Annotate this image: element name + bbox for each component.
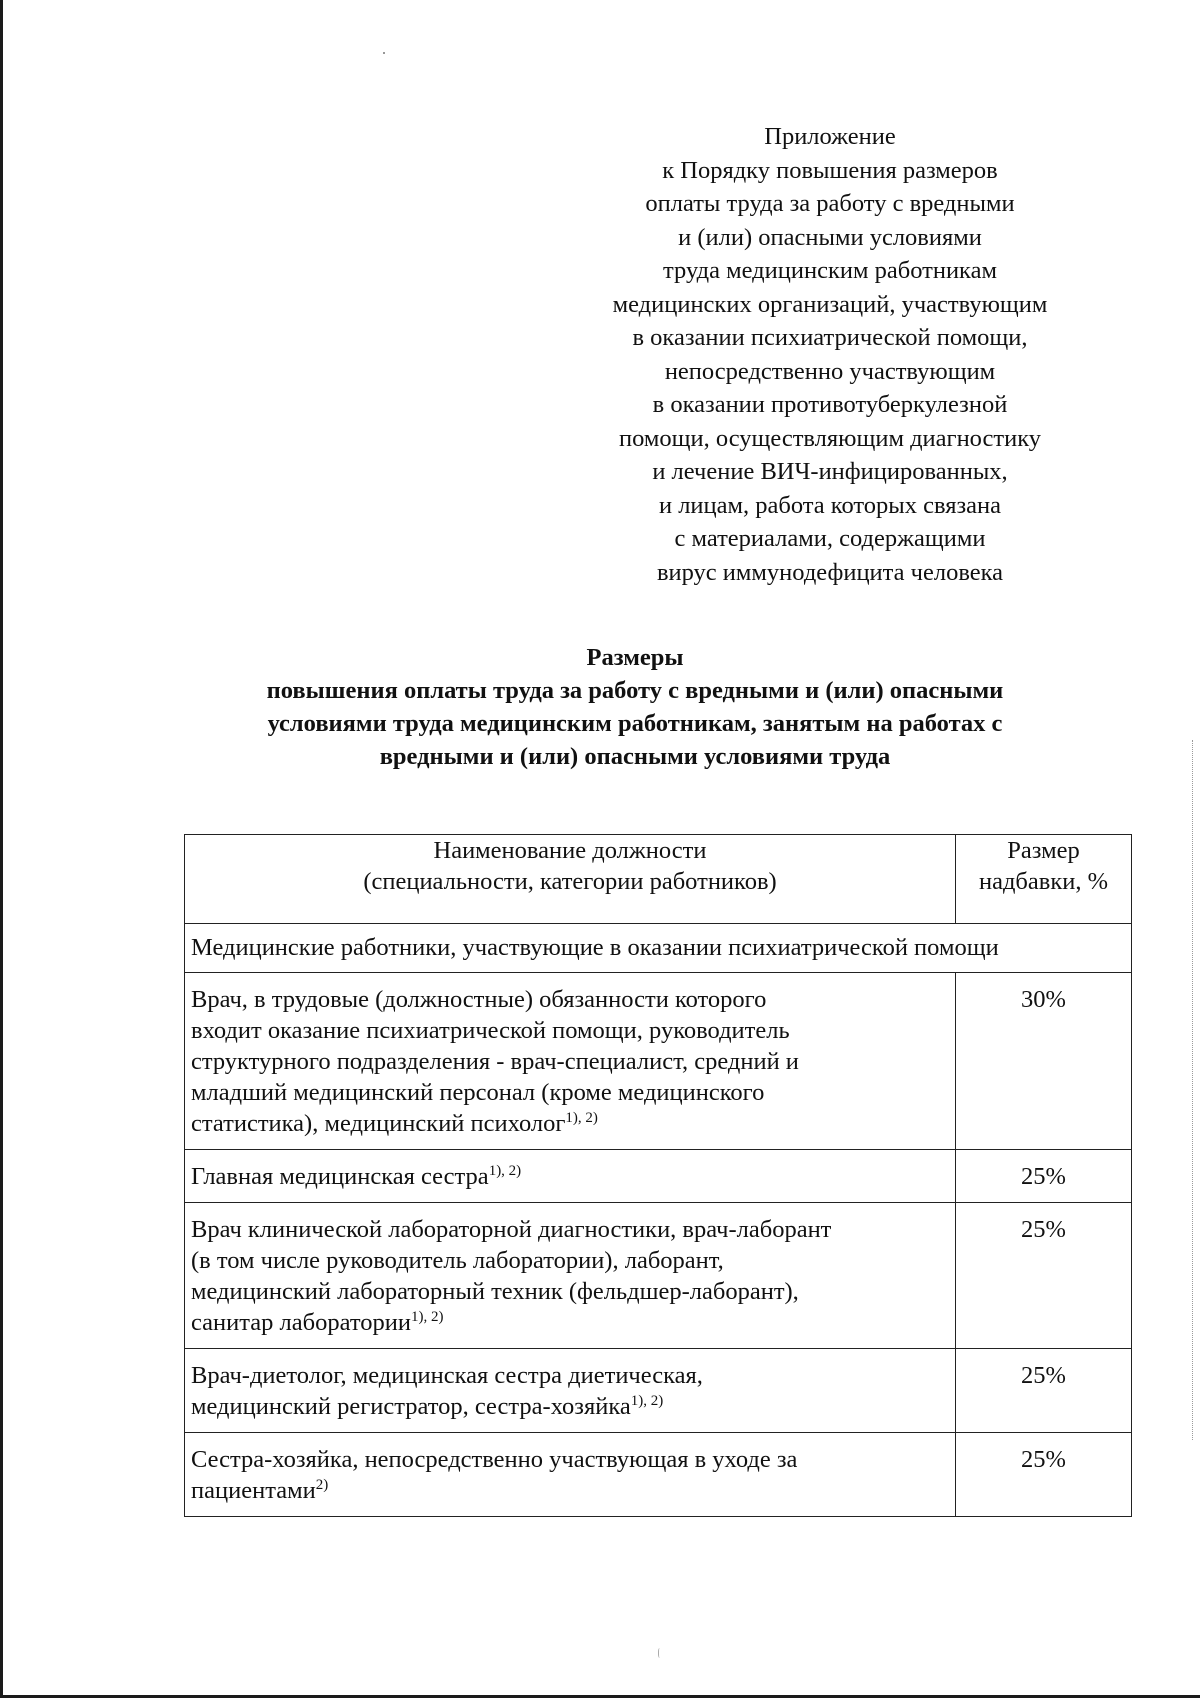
scan-edge-right — [1192, 740, 1194, 1440]
heading-line: условиями труда медицинским работникам, занятым на работах с — [267, 710, 1003, 737]
document-heading — [160, 641, 1110, 773]
appendix-line: в оказании противотуберкулезной — [652, 391, 1008, 418]
position-name-cell — [185, 1349, 956, 1433]
scan-speck — [658, 1648, 662, 1658]
footnote-ref: 1), 2) — [410, 1309, 444, 1325]
section-title: Медицинские работники, участвующие в оказании психиатрической помощи — [185, 924, 1132, 973]
table-header-row — [185, 835, 1132, 924]
table-row — [185, 1150, 1132, 1203]
rate-cell: 25% — [956, 1203, 1132, 1349]
appendix-line: помощи, осуществляющим диагностику — [618, 424, 1042, 452]
rate-cell: 25% — [956, 1349, 1132, 1433]
table-row — [185, 1203, 1132, 1349]
position-line: (в том числе руководитель лаборатории), лаборант, — [191, 1247, 724, 1274]
appendix-line: с материалами, содержащими — [674, 525, 986, 552]
appendix-line: в оказании психиатрической помощи, — [632, 324, 1028, 351]
appendix-line: оплаты труда за работу с вредными — [645, 190, 1015, 217]
position-line: Сестра-хозяйка, непосредственно участвующая в уходе за — [191, 1446, 798, 1473]
rate-cell: 25% — [956, 1433, 1132, 1517]
position-text: Главная медицинская сестра — [191, 1163, 489, 1190]
footnote-ref: 1), 2) — [630, 1393, 664, 1409]
footnote-ref: 1), 2) — [565, 1110, 598, 1126]
position-text: пациентами — [191, 1477, 316, 1504]
appendix-line: медицинских организаций, участвующим — [612, 290, 1048, 318]
header-position-name — [185, 835, 956, 924]
position-line: Врач, в трудовые (должностные) обязанности которого — [191, 986, 767, 1013]
header-line: Наименование должности — [433, 837, 707, 864]
position-line: структурного подразделения - врач-специалист, средний и — [191, 1048, 799, 1075]
table-row — [185, 973, 1132, 1150]
position-name-cell — [185, 1203, 956, 1349]
appendix-line: непосредственно участвующим — [664, 357, 996, 385]
position-line — [191, 1307, 947, 1338]
appendix-line: труда медицинским работникам — [663, 257, 997, 284]
header-line: надбавки, % — [978, 868, 1109, 895]
heading-title: Размеры — [586, 644, 684, 671]
position-line — [191, 1475, 947, 1506]
scan-edge-left — [0, 0, 3, 1698]
position-line — [191, 1391, 947, 1422]
appendix-block — [560, 120, 1100, 589]
position-name-cell — [185, 1150, 956, 1203]
position-line: медицинский лабораторный техник (фельдшер-лаборант), — [191, 1278, 799, 1305]
header-rate — [956, 835, 1132, 924]
scan-speck — [383, 52, 385, 54]
rates-table — [184, 834, 1132, 1517]
position-line: Врач клинической лабораторной диагностики, врач-лаборант — [191, 1216, 832, 1243]
appendix-line: и (или) опасными условиями — [678, 223, 982, 251]
table-row — [185, 1433, 1132, 1517]
position-text: медицинский регистратор, сестра-хозяйка — [191, 1393, 631, 1420]
appendix-line: и лечение ВИЧ-инфицированных, — [652, 458, 1008, 485]
position-line — [191, 1108, 947, 1139]
position-text: санитар лаборатории — [191, 1309, 411, 1336]
rate-cell: 25% — [956, 1150, 1132, 1203]
rate-cell: 30% — [956, 973, 1132, 1150]
heading-line: повышения оплаты труда за работу с вредными и (или) опасными — [266, 677, 1004, 704]
footnote-ref: 1), 2) — [488, 1163, 522, 1179]
table-row — [185, 1349, 1132, 1433]
header-line: Размер — [1007, 837, 1080, 864]
appendix-line: вирус иммунодефицита человека — [656, 558, 1004, 586]
position-line — [191, 1161, 947, 1192]
position-text: статистика), медицинский психолог — [191, 1110, 566, 1137]
section-row — [185, 924, 1132, 973]
position-name-cell — [185, 1433, 956, 1517]
appendix-line: к Порядку повышения размеров — [662, 156, 998, 184]
position-line: Врач-диетолог, медицинская сестра диетическая, — [191, 1362, 703, 1389]
position-name-cell — [185, 973, 956, 1150]
footnote-ref: 2) — [315, 1477, 329, 1493]
heading-line: вредными и (или) опасными условиями труда — [379, 743, 891, 770]
header-line: (специальности, категории работников) — [363, 868, 777, 895]
position-line: входит оказание психиатрической помощи, руководитель — [191, 1017, 790, 1044]
appendix-line: и лицам, работа которых связана — [658, 491, 1002, 519]
position-line: младший медицинский персонал (кроме медицинского — [191, 1079, 765, 1106]
appendix-line: Приложение — [764, 123, 896, 150]
